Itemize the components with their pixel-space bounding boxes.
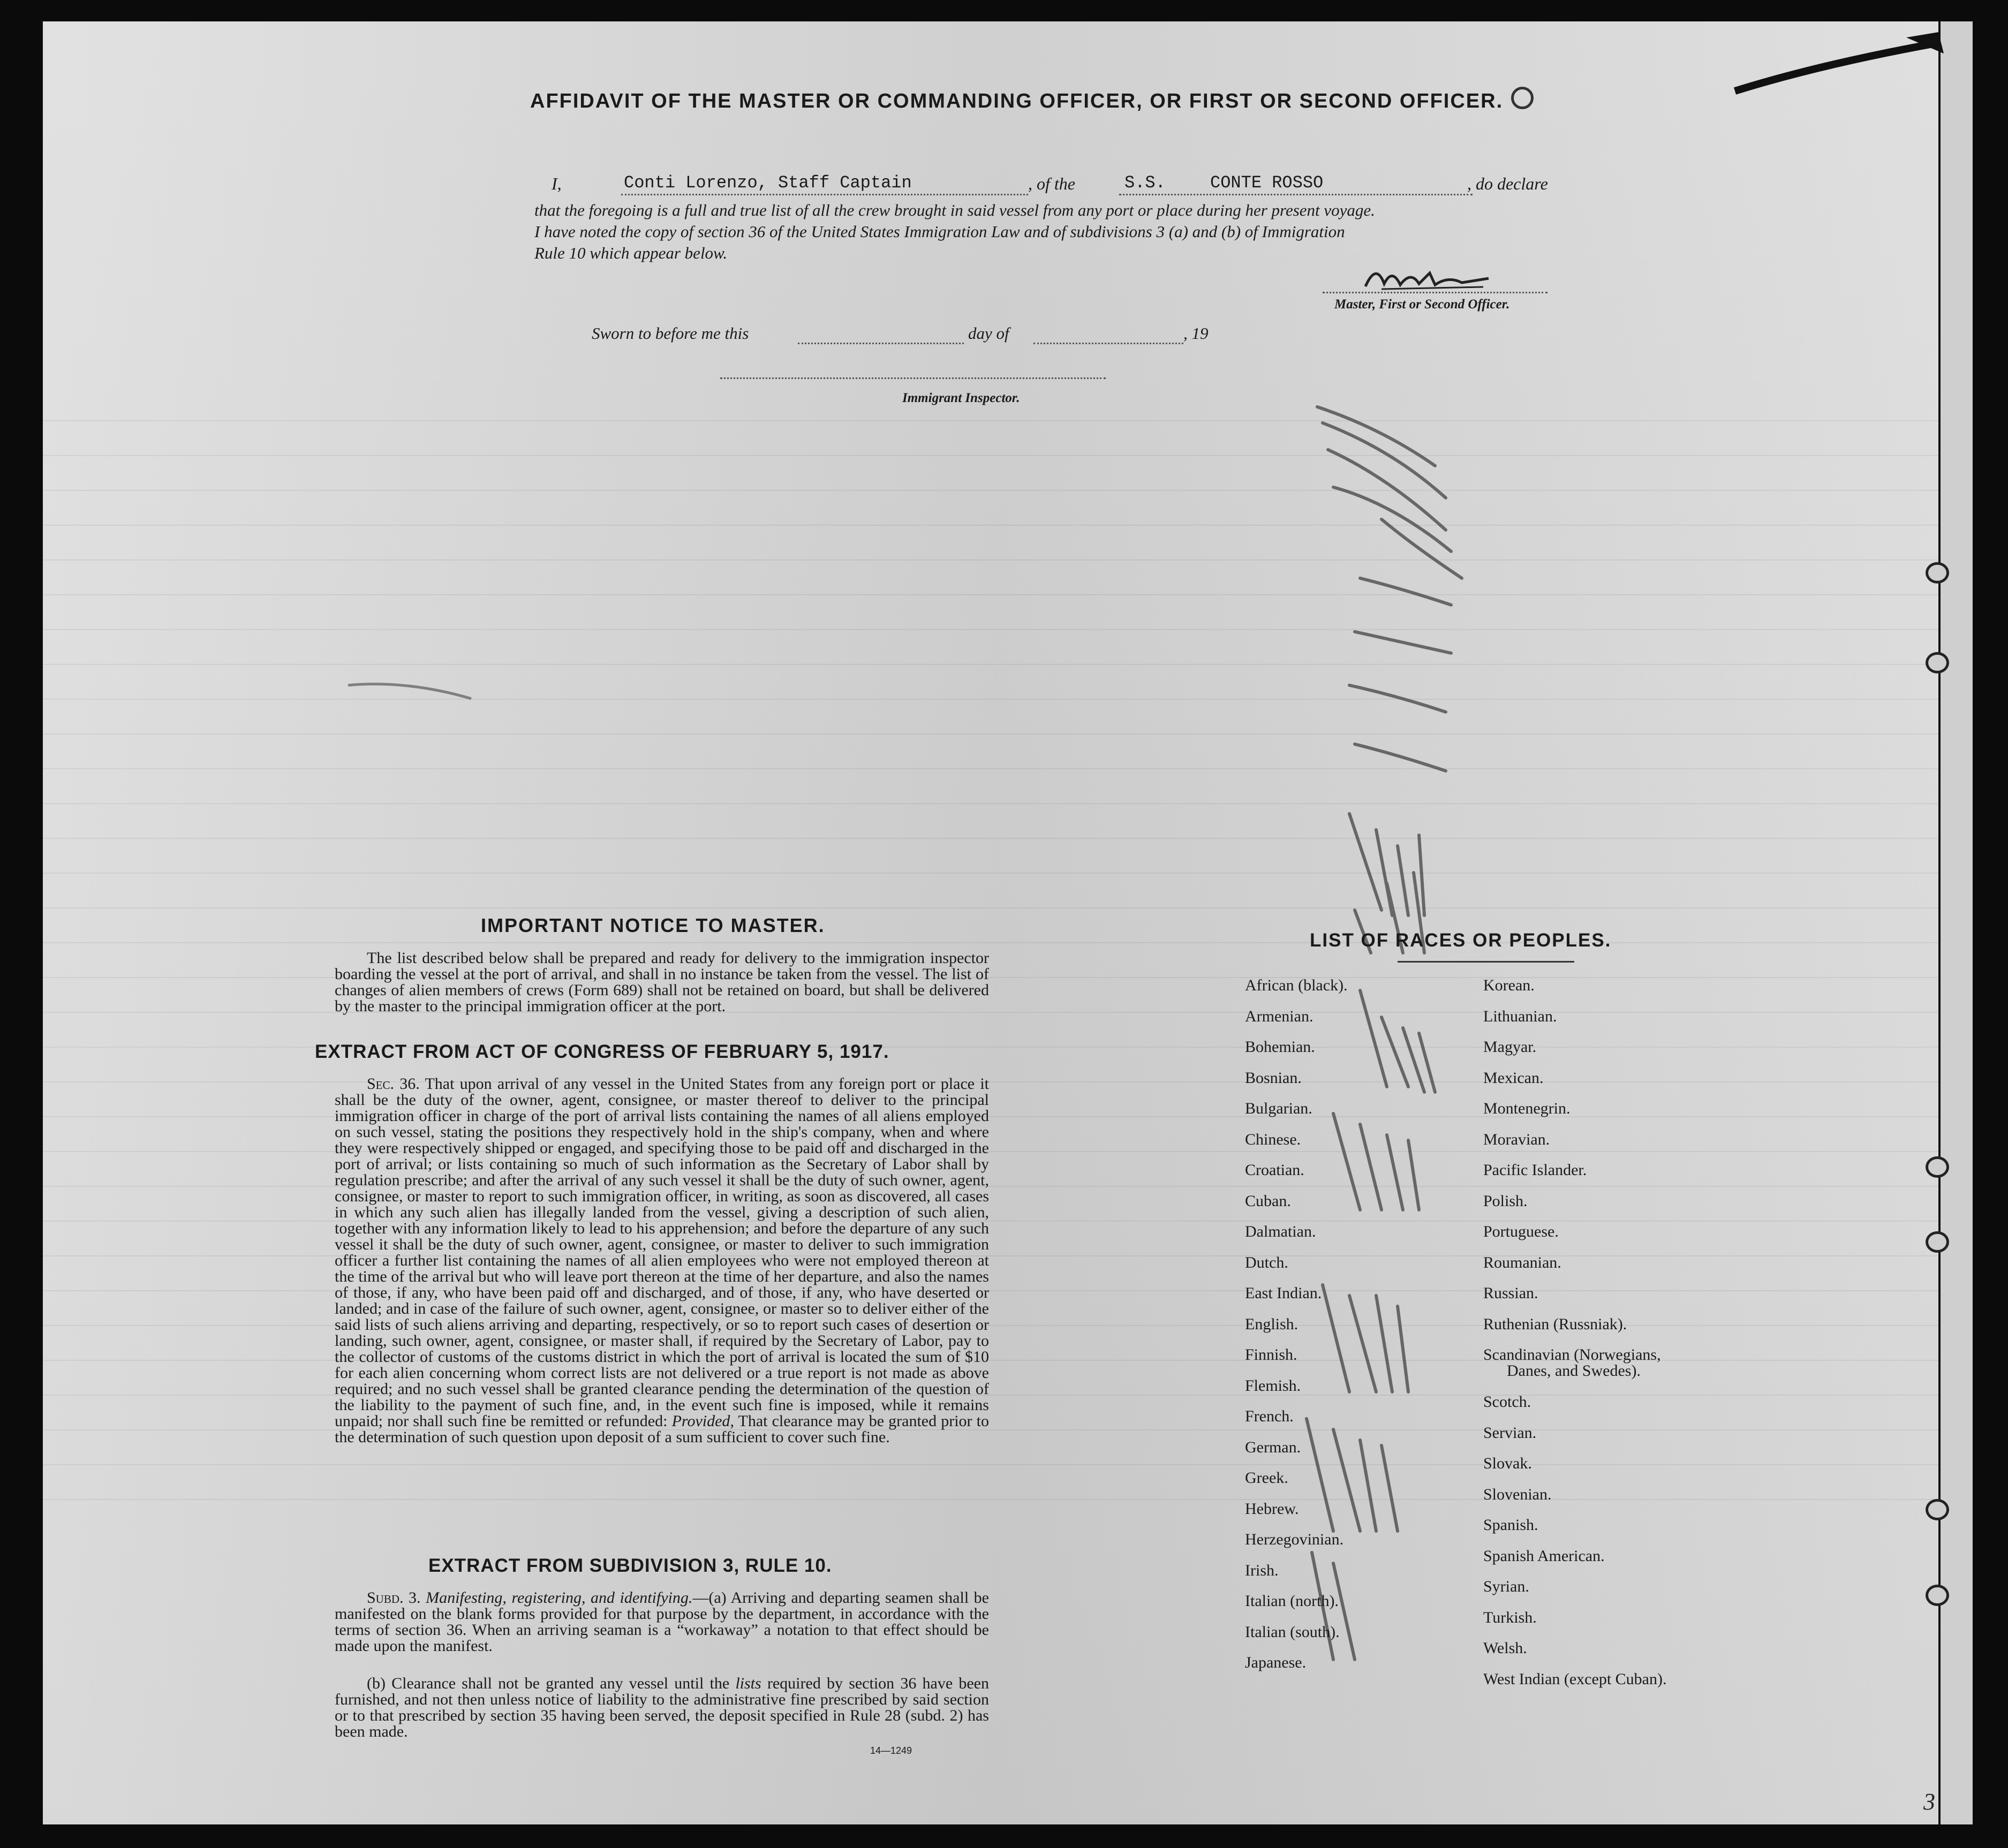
- ghost-row: [43, 664, 1949, 665]
- punch-hole-icon: [1926, 1231, 1949, 1253]
- race-item: Ruthenian (Russniak).: [1483, 1315, 1627, 1333]
- race-item: Welsh.: [1483, 1639, 1527, 1657]
- notice-title: IMPORTANT NOTICE TO MASTER.: [481, 914, 825, 936]
- affidavit-title: AFFIDAVIT OF THE MASTER OR COMMANDING OFFICER, OR FIRST OR SECOND OFFICER.: [530, 90, 1504, 112]
- vessel-prefix: S.S.: [1124, 173, 1166, 193]
- ghost-row: [43, 420, 1949, 421]
- race-item: French.: [1245, 1407, 1294, 1425]
- races-title: LIST OF RACES OR PEOPLES.: [1310, 930, 1612, 951]
- rule-extract-title: EXTRACT FROM SUBDIVISION 3, RULE 10.: [428, 1555, 832, 1576]
- act-section-body: That upon arrival of any vessel in the United States from any foreign port or place it shall be the duty of the owner, agent, consignee, or master thereof to deliver to the principal immigration officer in charge of the port of arrival lists containing the names of all aliens employed on such vessel, stating the positions they respectively hold in the ship's company, when and where they were respectively shipped or engaged, and specifying those to be paid off and discharged in the port of arrival; or lists containing so much of such information as the Secretary of Labor shall by regulation prescribe; and after the arrival of any such vessel it shall be the duty of such owner, agent, consignee, or master to report to such immigration officer, in writing, as soon as discovered, all cases in which any such alien has illegally landed from the vessel, giving a description of such alien, together with any information likely to lead to his apprehension; and before the departure of any such vessel it shall be the duty of such owner, agent, consignee, or master to deliver to such immigration officer a further list containing the names of all alien employees who were not employed thereon at the time of the arrival but who will leave port thereon at the time of her departure, and also the names of those, if any, who have been paid off and discharged, and of those, if any, who have deserted or landed; and in case of the failure of such owner, agent, consignee, or master so to deliver either of the said lists of such aliens arriving and departing, respectively, or so to report such cases of desertion or landing, such owner, agent, consignee, or master shall, if required by the Secretary of Labor, pay to the collector of customs of the customs district in which the port of arrival is located the sum of $10 for each alien concerning whom correct lists are not delivered or a true report is not made as above required; and no such vessel shall be granted clearance pending the determination of the question of the liability to the payment of such fine, and, in the event such fine is imposed, while it remains unpaid; nor shall such fine be remitted or refunded:: [335, 1075, 989, 1430]
- rule-subd-label: Subd. 3.: [367, 1589, 421, 1607]
- race-item: Danes, and Swedes).: [1507, 1362, 1641, 1380]
- signature-caption: Master, First or Second Officer.: [1334, 297, 1510, 312]
- race-item: Pacific Islander.: [1483, 1161, 1587, 1179]
- race-item: English.: [1245, 1315, 1299, 1333]
- ghost-row: [43, 873, 1949, 874]
- affidavit-line-3: I have noted the copy of section 36 of the United States Immigration Law and of subdivisions 3 (a) and (b) of Immigration: [534, 222, 1345, 241]
- punch-hole-icon: [1926, 1585, 1949, 1606]
- race-item: Mexican.: [1483, 1069, 1544, 1087]
- race-item: Moravian.: [1483, 1130, 1550, 1148]
- ghost-row: [43, 559, 1949, 561]
- ghost-row: [43, 907, 1949, 908]
- race-item: Greek.: [1245, 1469, 1288, 1487]
- ghost-row: [43, 594, 1949, 595]
- races-right-column: [1483, 970, 1666, 1694]
- race-item: Slovenian.: [1483, 1485, 1552, 1503]
- race-item: Russian.: [1483, 1284, 1538, 1302]
- act-section-end: That clearance may be granted prior to the determination of such question upon deposit of a sum sufficient to cover such fine.: [335, 1412, 990, 1446]
- race-item: Hebrew.: [1245, 1499, 1299, 1518]
- notice-text: The list described below shall be prepared and ready for delivery to the immigration inspector boarding the vessel at the port of arrival, and shall in no instance be taken from the vessel. The list of changes of alien members of crews (Form 689) shall not be retained on board, but shall be delivered by the master to the principal immigration officer at the port.: [335, 949, 989, 1015]
- race-item: Armenian.: [1245, 1007, 1313, 1025]
- do-declare-label: , do declare: [1467, 174, 1548, 193]
- race-item: Chinese.: [1245, 1130, 1301, 1148]
- officer-signature: [1360, 257, 1499, 300]
- ghost-row: [43, 525, 1949, 526]
- race-item: Turkish.: [1483, 1608, 1537, 1626]
- race-item: East Indian.: [1245, 1284, 1322, 1302]
- punch-hole-icon: [1926, 652, 1949, 673]
- race-item: Spanish American.: [1483, 1547, 1605, 1565]
- race-item: Korean.: [1483, 976, 1535, 994]
- race-item: Roumanian.: [1483, 1253, 1561, 1271]
- race-item: Slovak.: [1483, 1455, 1532, 1472]
- rule-para-b: [335, 1676, 989, 1740]
- month-line: [1033, 343, 1183, 344]
- rule-para-b-lists: lists: [735, 1675, 761, 1692]
- pen-stroke: [343, 675, 482, 707]
- race-item: Italian (south).: [1245, 1623, 1340, 1641]
- affidavit-line-2: that the foregoing is a full and true list of all the crew brought in said vessel from any port or place during her present voyage.: [534, 201, 1375, 219]
- rule-para-b-end: required by section 36 have been furnished, and not then unless notice of liability to the administrative fine prescribed by said section or to that prescribed by section 35 having been served, the deposit specified in Rule 28 (subd. 2) has been made.: [335, 1675, 989, 1740]
- race-item: African (black).: [1245, 976, 1348, 994]
- race-item: Polish.: [1483, 1192, 1528, 1210]
- act-extract-title: EXTRACT FROM ACT OF CONGRESS OF FEBRUARY 5, 1917.: [315, 1041, 889, 1062]
- rule-para-b-start: (b) Clearance shall not be granted any vessel until the: [367, 1675, 730, 1692]
- officer-name: Conti Lorenzo, Staff Captain: [624, 173, 912, 193]
- ghost-row: [43, 629, 1949, 630]
- race-item: Finnish.: [1245, 1346, 1297, 1364]
- punch-hole-icon: [1926, 1156, 1949, 1178]
- race-item: Scandinavian (Norwegians,: [1483, 1346, 1661, 1364]
- signature-line: [1323, 292, 1547, 293]
- races-title-rule: [1398, 961, 1574, 963]
- vessel-name: CONTE ROSSO: [1210, 173, 1324, 193]
- act-section-label: Sec. 36.: [367, 1075, 420, 1093]
- of-the-label: , of the: [1028, 174, 1075, 193]
- race-item: German.: [1245, 1438, 1301, 1456]
- race-item: Irish.: [1245, 1561, 1279, 1579]
- races-left-column: [1245, 970, 1348, 1678]
- race-item: Japanese.: [1245, 1654, 1307, 1671]
- year-label: , 19: [1183, 324, 1209, 343]
- ghost-row: [43, 768, 1949, 769]
- torn-corner: [1713, 21, 1949, 118]
- race-item: Scotch.: [1483, 1393, 1531, 1411]
- day-of-label: day of: [968, 324, 1009, 343]
- punch-hole-icon: [1926, 562, 1949, 584]
- punch-hole-icon: [1926, 1499, 1949, 1520]
- race-item: Servian.: [1483, 1423, 1537, 1442]
- race-item: Flemish.: [1245, 1376, 1301, 1395]
- ghost-row: [43, 942, 1949, 943]
- inspector-caption: Immigrant Inspector.: [902, 391, 1020, 405]
- act-provided: Provided,: [671, 1412, 734, 1430]
- race-item: Spanish.: [1483, 1516, 1538, 1534]
- race-item: Dalmatian.: [1245, 1223, 1316, 1240]
- ghost-row: [43, 699, 1949, 700]
- officer-name-line: [621, 194, 1028, 195]
- race-item: Herzegovinian.: [1245, 1531, 1344, 1548]
- sworn-date-line: [798, 343, 964, 344]
- ghost-row: [43, 733, 1949, 734]
- sworn-label: Sworn to before me this: [592, 324, 749, 343]
- race-item: Magyar.: [1483, 1038, 1537, 1056]
- affidavit-pronoun: I,: [552, 174, 562, 193]
- race-item: Bulgarian.: [1245, 1100, 1312, 1117]
- rule-para-a: [335, 1590, 989, 1654]
- ghost-row: [43, 838, 1949, 839]
- race-item: Lithuanian.: [1483, 1007, 1557, 1025]
- act-extract-text: [335, 1076, 989, 1445]
- form-number: 14—1249: [870, 1745, 912, 1756]
- page-mark: 3: [1923, 1789, 1935, 1815]
- ghost-row: [43, 455, 1949, 456]
- race-item: Portuguese.: [1483, 1223, 1559, 1240]
- race-item: Bosnian.: [1245, 1069, 1302, 1087]
- race-item: West Indian (except Cuban).: [1483, 1670, 1667, 1688]
- title-ring-icon: [1511, 87, 1534, 109]
- ghost-row: [43, 490, 1949, 491]
- race-item: Bohemian.: [1245, 1038, 1315, 1056]
- race-item: Syrian.: [1483, 1578, 1529, 1595]
- race-item: Italian (north).: [1245, 1592, 1339, 1610]
- ghost-row: [43, 803, 1949, 804]
- race-item: Montenegrin.: [1483, 1100, 1571, 1117]
- affidavit-line-4: Rule 10 which appear below.: [534, 244, 728, 262]
- race-item: Cuban.: [1245, 1192, 1291, 1210]
- vessel-name-line: [1119, 194, 1473, 195]
- rule-subd-heading: Manifesting, registering, and identifying.: [426, 1589, 693, 1607]
- rule-para-a-text: —(a) Arriving and departing seamen shall be manifested on the blank forms provided for that purpose by the department, in accordance with the terms of section 36. When an arriving seaman is a “workaway” a notation to that effect should be made upon the manifest.: [335, 1589, 989, 1655]
- binding-strip: [1938, 21, 1973, 1824]
- inspector-line: [720, 377, 1106, 379]
- race-item: Dutch.: [1245, 1253, 1288, 1271]
- race-item: Croatian.: [1245, 1161, 1304, 1179]
- document-sheet: [43, 21, 1949, 1824]
